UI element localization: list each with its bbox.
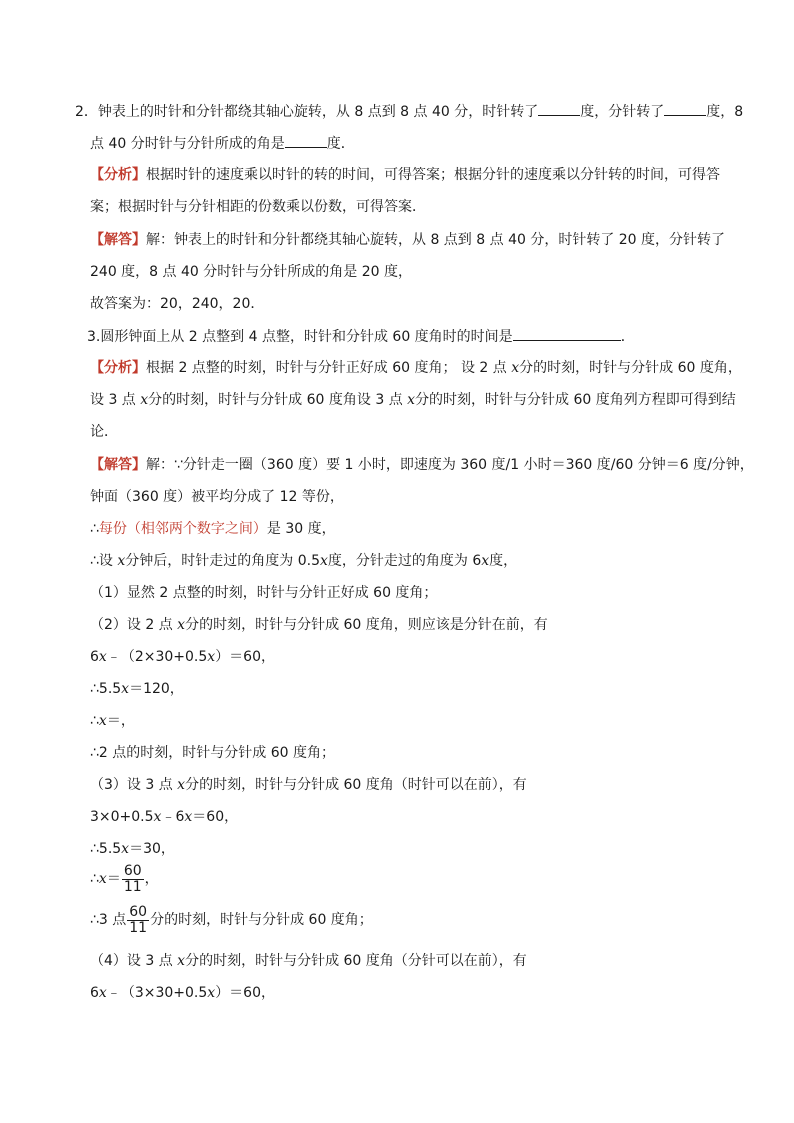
answer-text: 分钟后，时针走过的角度为 0.5 (125, 553, 320, 569)
equation-text: ）＝60， (215, 649, 276, 665)
var-x: x (117, 553, 126, 569)
answer-text: 240 度，8 点 40 分时针与分针所成的角是 20 度， (90, 264, 412, 280)
q3-equation-8 (90, 903, 373, 937)
q2-blank-2[interactable] (664, 101, 706, 116)
q3-stem-text: ． (620, 329, 635, 345)
q3-equation-6 (90, 839, 175, 859)
equation-text: ＝， (106, 713, 135, 729)
analysis-text: 设 3 点 (90, 392, 141, 408)
q2-answer-line-1 (90, 230, 725, 250)
q3-answer-line-3 (90, 519, 336, 539)
equation-text: ＝60， (192, 809, 239, 825)
equation-text: ∴2 点的时刻，时针与分针成 60 度角； (90, 745, 335, 761)
q3-equation-9 (90, 983, 275, 1003)
therefore-symbol: ∴ (90, 521, 99, 537)
equation-text: ﹣（2×30+0.5 (106, 649, 208, 665)
answer-text: 解：钟表上的时针和分针都绕其轴心旋转，从 8 点到 8 点 40 分，时针转了 20 度，分针转了 (146, 232, 726, 248)
var-x: x (153, 809, 162, 825)
step-text: （3）设 3 点 (90, 777, 178, 793)
q3-equation-1 (90, 647, 275, 667)
equation-text: 6 (90, 985, 99, 1001)
analysis-text: 案；根据时针与分针相距的份数乘以份数，可得答案． (90, 199, 426, 215)
equation-text: 分的时刻，时针与分针成 60 度角； (150, 912, 373, 928)
equation-text: ﹣6 (161, 809, 185, 825)
fraction (127, 905, 149, 936)
step-text: 分的时刻，时针与分针成 60 度角（分针可以在前），有 (185, 953, 527, 969)
var-x: x (140, 392, 149, 408)
q2-stem-text: 2．钟表上的时针和分针都绕其轴心旋转，从 8 点到 8 点 40 分，时针转了 (75, 104, 539, 120)
answer-tag: 【解答】 (90, 232, 146, 248)
var-x: x (121, 681, 130, 697)
highlighted-phrase: 每份（相邻两个数字之间） (98, 521, 267, 537)
q3-step-1 (90, 583, 437, 603)
q2-analysis-line-2 (90, 197, 426, 217)
answer-text: 解：∵分针走一圈（360 度）要 1 小时，即速度为 360 度/1 小时＝360 度/60 分钟＝6 度/分钟， (146, 457, 754, 473)
fraction (122, 864, 144, 895)
q3-analysis-line-3 (90, 422, 118, 442)
q3-equation-3 (90, 711, 135, 731)
q2-stem-line-2 (90, 133, 355, 154)
var-x: x (98, 871, 107, 887)
answer-text: 度， (489, 553, 518, 569)
step-text: （2）设 2 点 (90, 617, 178, 633)
q2-stem-text: 度，8 (706, 104, 744, 120)
equation-text: ∴3 点 (90, 912, 127, 928)
step-text: 分的时刻，时针与分针成 60 度角，则应该是分针在前，有 (185, 617, 548, 633)
equation-text: ， (144, 871, 159, 887)
q3-answer-line-1 (90, 455, 754, 475)
var-x: x (207, 649, 216, 665)
equation-text: ∴5.5 (90, 841, 122, 857)
step-text: （1）显然 2 点整的时刻，时针与分针正好成 60 度角； (90, 585, 438, 601)
analysis-text: 分的时刻，时针与分针成 60 度角设 3 点 (148, 392, 408, 408)
q2-analysis-line-1 (90, 165, 720, 185)
q2-stem-text: 度，分针转了 (580, 104, 665, 120)
answer-text: 度，分针走过的角度为 6 (327, 553, 482, 569)
var-x: x (184, 809, 193, 825)
q3-equation-5 (90, 807, 238, 827)
q3-equation-4 (90, 743, 335, 763)
var-x: x (121, 841, 130, 857)
equation-text: ∴ (90, 871, 99, 887)
q3-stem-line-1 (87, 326, 635, 347)
equation-text: 3×0+0.5 (90, 809, 154, 825)
q3-step-2 (90, 615, 548, 635)
q2-blank-1[interactable] (538, 101, 580, 116)
q2-answer-line-3 (90, 294, 264, 314)
var-x: x (319, 553, 328, 569)
answer-text: 钟面（360 度）被平均分成了 12 等份， (90, 489, 344, 505)
fraction-denominator: 11 (123, 878, 142, 895)
q3-equation-2 (90, 679, 184, 699)
var-x: x (207, 985, 216, 1001)
equation-text: 6 (90, 649, 99, 665)
var-x: x (177, 777, 186, 793)
equation-text: ∴ (90, 713, 99, 729)
fraction-denominator: 11 (129, 919, 148, 936)
q3-analysis-line-2 (90, 390, 736, 410)
equation-text: ＝ (106, 871, 121, 887)
equation-text: ＝30， (129, 841, 175, 857)
var-x: x (177, 953, 186, 969)
q3-blank[interactable] (513, 326, 621, 341)
q3-step-3 (90, 775, 527, 795)
answer-text: ∴设 (90, 553, 118, 569)
q3-step-4 (90, 951, 527, 971)
step-text: 分的时刻，时针与分针成 60 度角（时针可以在前），有 (185, 777, 527, 793)
var-x: x (98, 649, 107, 665)
q3-answer-line-4 (90, 551, 517, 571)
q3-answer-line-2 (90, 487, 344, 507)
var-x: x (98, 713, 107, 729)
q3-stem-text: 3.圆形钟面上从 2 点整到 4 点整，时针和分针成 60 度角时的时间是 (87, 329, 513, 345)
q3-equation-7 (90, 862, 159, 896)
q2-stem-text: 点 40 分时针与分针所成的角是 (90, 136, 285, 152)
q2-answer-line-2 (90, 262, 412, 282)
step-text: （4）设 3 点 (90, 953, 178, 969)
analysis-text: 根据 2 点整的时刻，时针与分针正好成 60 度角； 设 2 点 (146, 360, 512, 376)
var-x: x (481, 553, 490, 569)
fraction-numerator: 60 (123, 862, 142, 879)
analysis-tag: 【分析】 (90, 167, 146, 183)
var-x: x (98, 985, 107, 1001)
q3-analysis-line-1 (90, 358, 742, 378)
q2-blank-3[interactable] (285, 133, 327, 148)
analysis-text: 根据时针的速度乘以时针的转的时间，可得答案；根据分针的速度乘以分针转的时间，可得答 (146, 167, 720, 183)
equation-text: ∴5.5 (90, 681, 122, 697)
equation-text: ＝120， (129, 681, 184, 697)
var-x: x (511, 360, 520, 376)
fraction-numerator: 60 (129, 903, 148, 920)
q2-stem-line-1 (75, 101, 743, 122)
analysis-text: 论． (90, 424, 118, 440)
equation-text: ﹣（3×30+0.5 (106, 985, 208, 1001)
analysis-text: 分的时刻，时针与分针成 60 度角列方程即可得到结 (415, 392, 736, 408)
analysis-text: 分的时刻，时针与分针成 60 度角， (519, 360, 742, 376)
answer-tag: 【解答】 (90, 457, 146, 473)
equation-text: ）＝60， (215, 985, 276, 1001)
answer-text: 是 30 度， (266, 521, 336, 537)
analysis-tag: 【分析】 (90, 360, 146, 376)
var-x: x (407, 392, 416, 408)
var-x: x (177, 617, 186, 633)
answer-text: 故答案为：20，240，20． (90, 296, 265, 312)
q2-stem-text: 度． (326, 136, 355, 152)
